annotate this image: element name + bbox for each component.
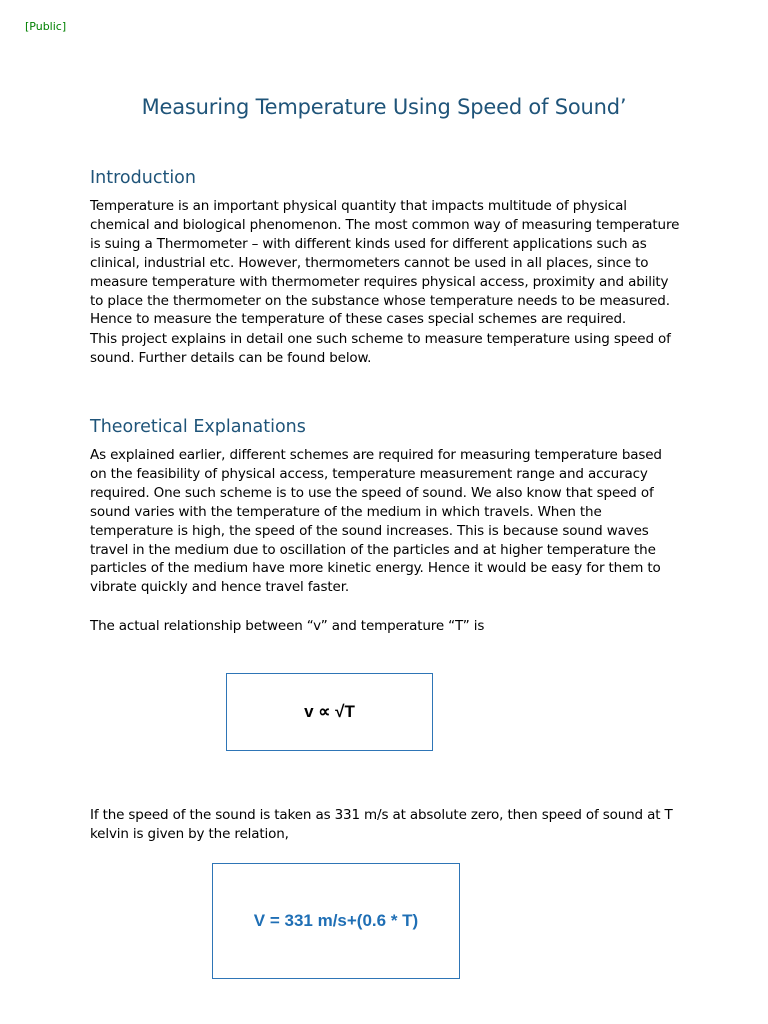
introduction-paragraph-1: Temperature is an important physical quantity that impacts multitude of physical chemical and biological phenomenon. The most common way of measuring temperature is suing a Thermometer – with different kinds used for different applications such as clinical, industrial etc. However, thermometers cannot be used in all places, since to measure temperature with thermometer requires physical access, proximity and ability to place the thermometer on the substance whose temperature needs to be measured. Hence to measure the temperature of these cases special schemes are required. — [90, 198, 680, 328]
classification-label: [Public] — [25, 20, 67, 33]
formula-proportionality: v ∝ √T — [304, 702, 355, 721]
theory-paragraph-3: If the speed of the sound is taken as 331 m/s at absolute zero, then speed of sound at T kelvin is given by the relation, — [90, 807, 673, 842]
theory-paragraph-2: The actual relationship between “v” and temperature “T” is — [90, 618, 485, 634]
formula-box-speed-of-sound — [212, 863, 460, 979]
introduction-paragraph-2: This project explains in detail one such scheme to measure temperature using speed of sound. Further details can be found below. — [90, 331, 671, 366]
section-heading-theory: Theoretical Explanations — [90, 417, 306, 437]
theory-paragraph-1: As explained earlier, different schemes are required for measuring temperature based on the feasibility of physical access, temperature measurement range and accuracy required. One such scheme is to use the speed of sound. We also know that speed of sound varies with the temperature of the medium in which travels. When the temperature is high, the speed of the sound increases. This is because sound waves travel in the medium due to oscillation of the particles and at higher temperature the particles of the medium have more kinetic energy. Hence it would be easy for them to vibrate quickly and hence travel faster. — [90, 447, 662, 596]
section-heading-introduction: Introduction — [90, 168, 196, 188]
page-title: Measuring Temperature Using Speed of Sound’ — [141, 95, 627, 119]
formula-box-proportionality — [226, 673, 433, 751]
formula-speed-of-sound: V = 331 m/s+(0.6 * T) — [253, 911, 419, 930]
